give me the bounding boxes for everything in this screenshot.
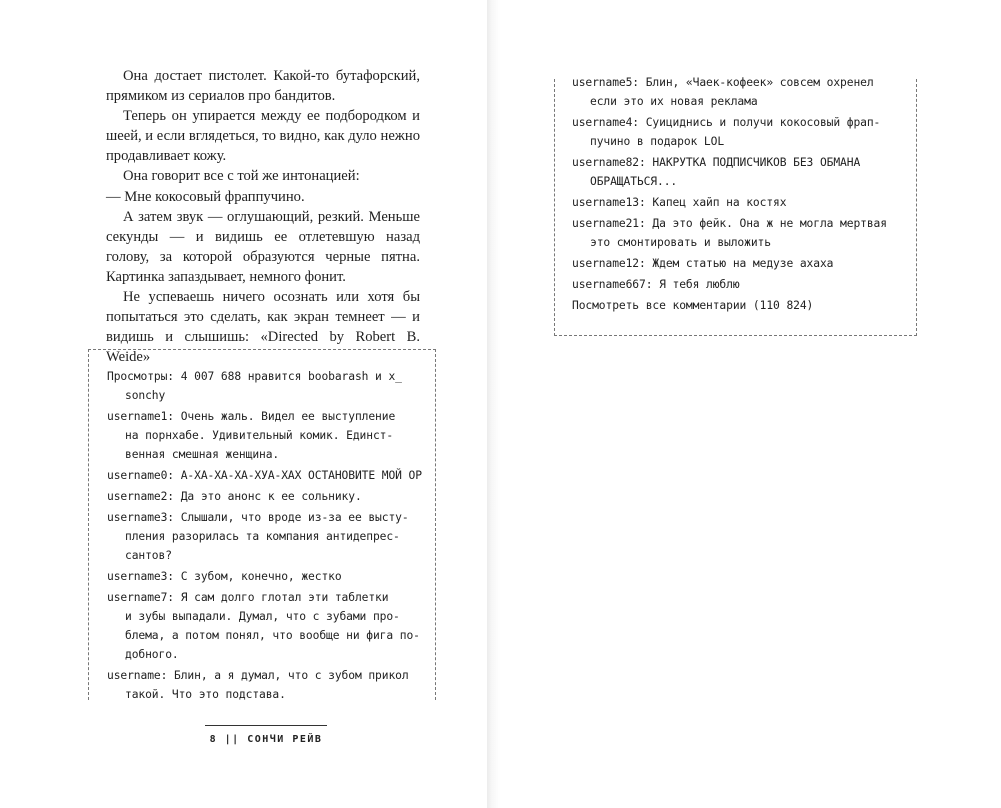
- comment-item: [572, 275, 907, 294]
- comment-line: username1: Очень жаль. Видел ее выступление: [107, 410, 396, 423]
- comment-item: [107, 666, 422, 704]
- comment-list: [572, 73, 907, 317]
- comment-item: [572, 153, 907, 191]
- comment-line: username13: Капец хайп на костях: [572, 196, 787, 209]
- comment-item: [107, 588, 422, 664]
- comment-item: [572, 73, 907, 111]
- comment-continuation: ОБРАЩАТЬСЯ...: [590, 175, 678, 188]
- paragraph: Она достает пистолет. Какой-то бутафорский, прямиком из сериалов про бандитов.: [106, 68, 420, 105]
- comment-continuation: sonchy: [125, 389, 166, 402]
- comment-continuation: такой. Что это подстава.: [125, 688, 286, 701]
- comment-continuation: блема, а потом понял, что вообще ни фига по-: [125, 629, 420, 642]
- comment-item: [107, 567, 422, 586]
- comment-item: [572, 214, 907, 252]
- comment-line: username3: С зубом, конечно, жестко: [107, 570, 342, 583]
- comment-line: username12: Ждем статью на медузе ахаха: [572, 257, 834, 270]
- comments-block-continued: [554, 76, 917, 336]
- right-page: [500, 0, 1001, 808]
- comment-continuation: сантов?: [125, 549, 172, 562]
- prose-text: [106, 66, 420, 367]
- comment-continuation: пления разорилась та компания антидепрес-: [125, 530, 400, 543]
- comment-line: username21: Да это фейк. Она ж не могла мертвая: [572, 217, 887, 230]
- comment-continuation: и зубы выпадали. Думал, что с зубами про-: [125, 610, 400, 623]
- comment-item: [572, 254, 907, 273]
- comment-continuation: пучино в подарок LOL: [590, 135, 725, 148]
- comment-line: Посмотреть все комментарии (110 824): [572, 299, 814, 312]
- comment-line: username3: Слышали, что вроде из-за ее высту-: [107, 511, 409, 524]
- comment-line: username5: Блин, «Чаек-кофеек» совсем охренел: [572, 76, 874, 89]
- comment-item: [107, 367, 422, 405]
- page-footer: [205, 725, 327, 745]
- comment-line: username4: Суициднись и получи кокосовый фрап-: [572, 116, 881, 129]
- comment-line: username667: Я тебя люблю: [572, 278, 740, 291]
- comment-continuation: добного.: [125, 648, 179, 661]
- comment-item: [572, 296, 907, 315]
- paragraph: Она говорит все с той же интонацией:: [123, 168, 360, 185]
- comment-line: username82: НАКРУТКА ПОДПИСЧИКОВ БЕЗ ОБМАНА: [572, 156, 861, 169]
- comment-continuation: на порнхабе. Удивительный комик. Единст-: [125, 429, 394, 442]
- comment-line: username2: Да это анонс к ее сольнику.: [107, 490, 362, 503]
- paragraph: А затем звук — оглушающий, резкий. Меньше секунды — и видишь ее отлетевшую назад голову, за которой образуются черные пятна. Картинка запаздывает, немного фонит.: [106, 208, 420, 285]
- running-footer: 8 || СОНЧИ РЕЙВ: [209, 734, 323, 745]
- comment-continuation: венная смешная женщина.: [125, 448, 280, 461]
- comment-list: [107, 367, 422, 706]
- paragraph: Не успеваешь ничего осознать или хотя бы попытаться это сделать, как экран темнеет — и видишь и слышишь: «Directed by Robert B. Weide»: [106, 289, 420, 366]
- comments-block: [88, 349, 436, 700]
- comment-item: [107, 487, 422, 506]
- comment-item: [107, 508, 422, 565]
- left-page: [0, 0, 487, 808]
- comment-line: username: Блин, а я думал, что с зубом прикол: [107, 669, 409, 682]
- dialogue-line: — Мне кокосовый фраппучино.: [106, 188, 305, 205]
- book-gutter: [487, 0, 500, 808]
- comment-line: username0: А-ХА-ХА-ХА-ХУА-ХАХ ОСТАНОВИТЕ МОЙ ОР: [107, 469, 422, 482]
- comment-item: [572, 193, 907, 212]
- comment-continuation: это смонтировать и выложить: [590, 236, 771, 249]
- comment-item: [107, 407, 422, 464]
- footer-rule: [205, 725, 327, 726]
- comment-line: Просмотры: 4 007 688 нравится boobarash и x_: [107, 370, 402, 383]
- comment-continuation: если это их новая реклама: [590, 95, 758, 108]
- comment-item: [572, 113, 907, 151]
- comment-item: [107, 466, 422, 485]
- comment-line: username7: Я сам долго глотал эти таблетки: [107, 591, 389, 604]
- paragraph: Теперь он упирается между ее подбородком и шеей, и если вглядеться, то видно, как дуло нежно продавливает кожу.: [106, 108, 420, 165]
